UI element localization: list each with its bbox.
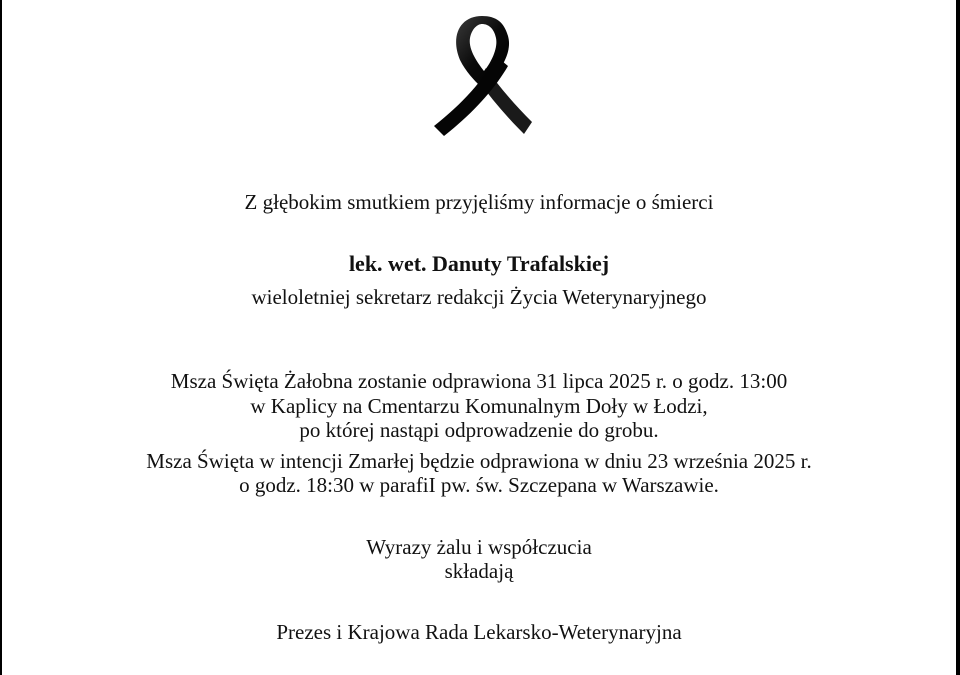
obituary-card [2, 0, 956, 675]
condolence-line-2: składają [444, 559, 514, 583]
funeral-mass-line-1: Msza Święta Żałobna zostanie odprawiona 31 lipca 2025 r. o godz. 13:00 [170, 369, 788, 393]
deceased-name: lek. wet. Danuty Trafalskiej [348, 251, 610, 276]
funeral-mass-line-2: w Kaplicy na Cmentarzu Komunalnym Doły w Łodzi, [250, 394, 708, 418]
deceased-role: wieloletniej sekretarz redakcji Życia Weterynaryjnego [251, 285, 707, 309]
memorial-mass-line-2: o godz. 18:30 w parafiI pw. św. Szczepana w Warszawie. [239, 473, 719, 497]
funeral-mass-line-3: po której nastąpi odprowadzenie do grobu. [299, 418, 659, 442]
intro-text: Z głębokim smutkiem przyjęliśmy informacje o śmierci [244, 190, 714, 214]
condolence-line-1: Wyrazy żalu i współczucia [366, 535, 592, 559]
signature: Prezes i Krajowa Rada Lekarsko-Weterynaryjna [276, 620, 682, 644]
memorial-mass-line-1: Msza Święta w intencji Zmarłej będzie odprawiona w dniu 23 września 2025 r. [146, 449, 812, 473]
mourning-ribbon-icon [420, 10, 544, 138]
